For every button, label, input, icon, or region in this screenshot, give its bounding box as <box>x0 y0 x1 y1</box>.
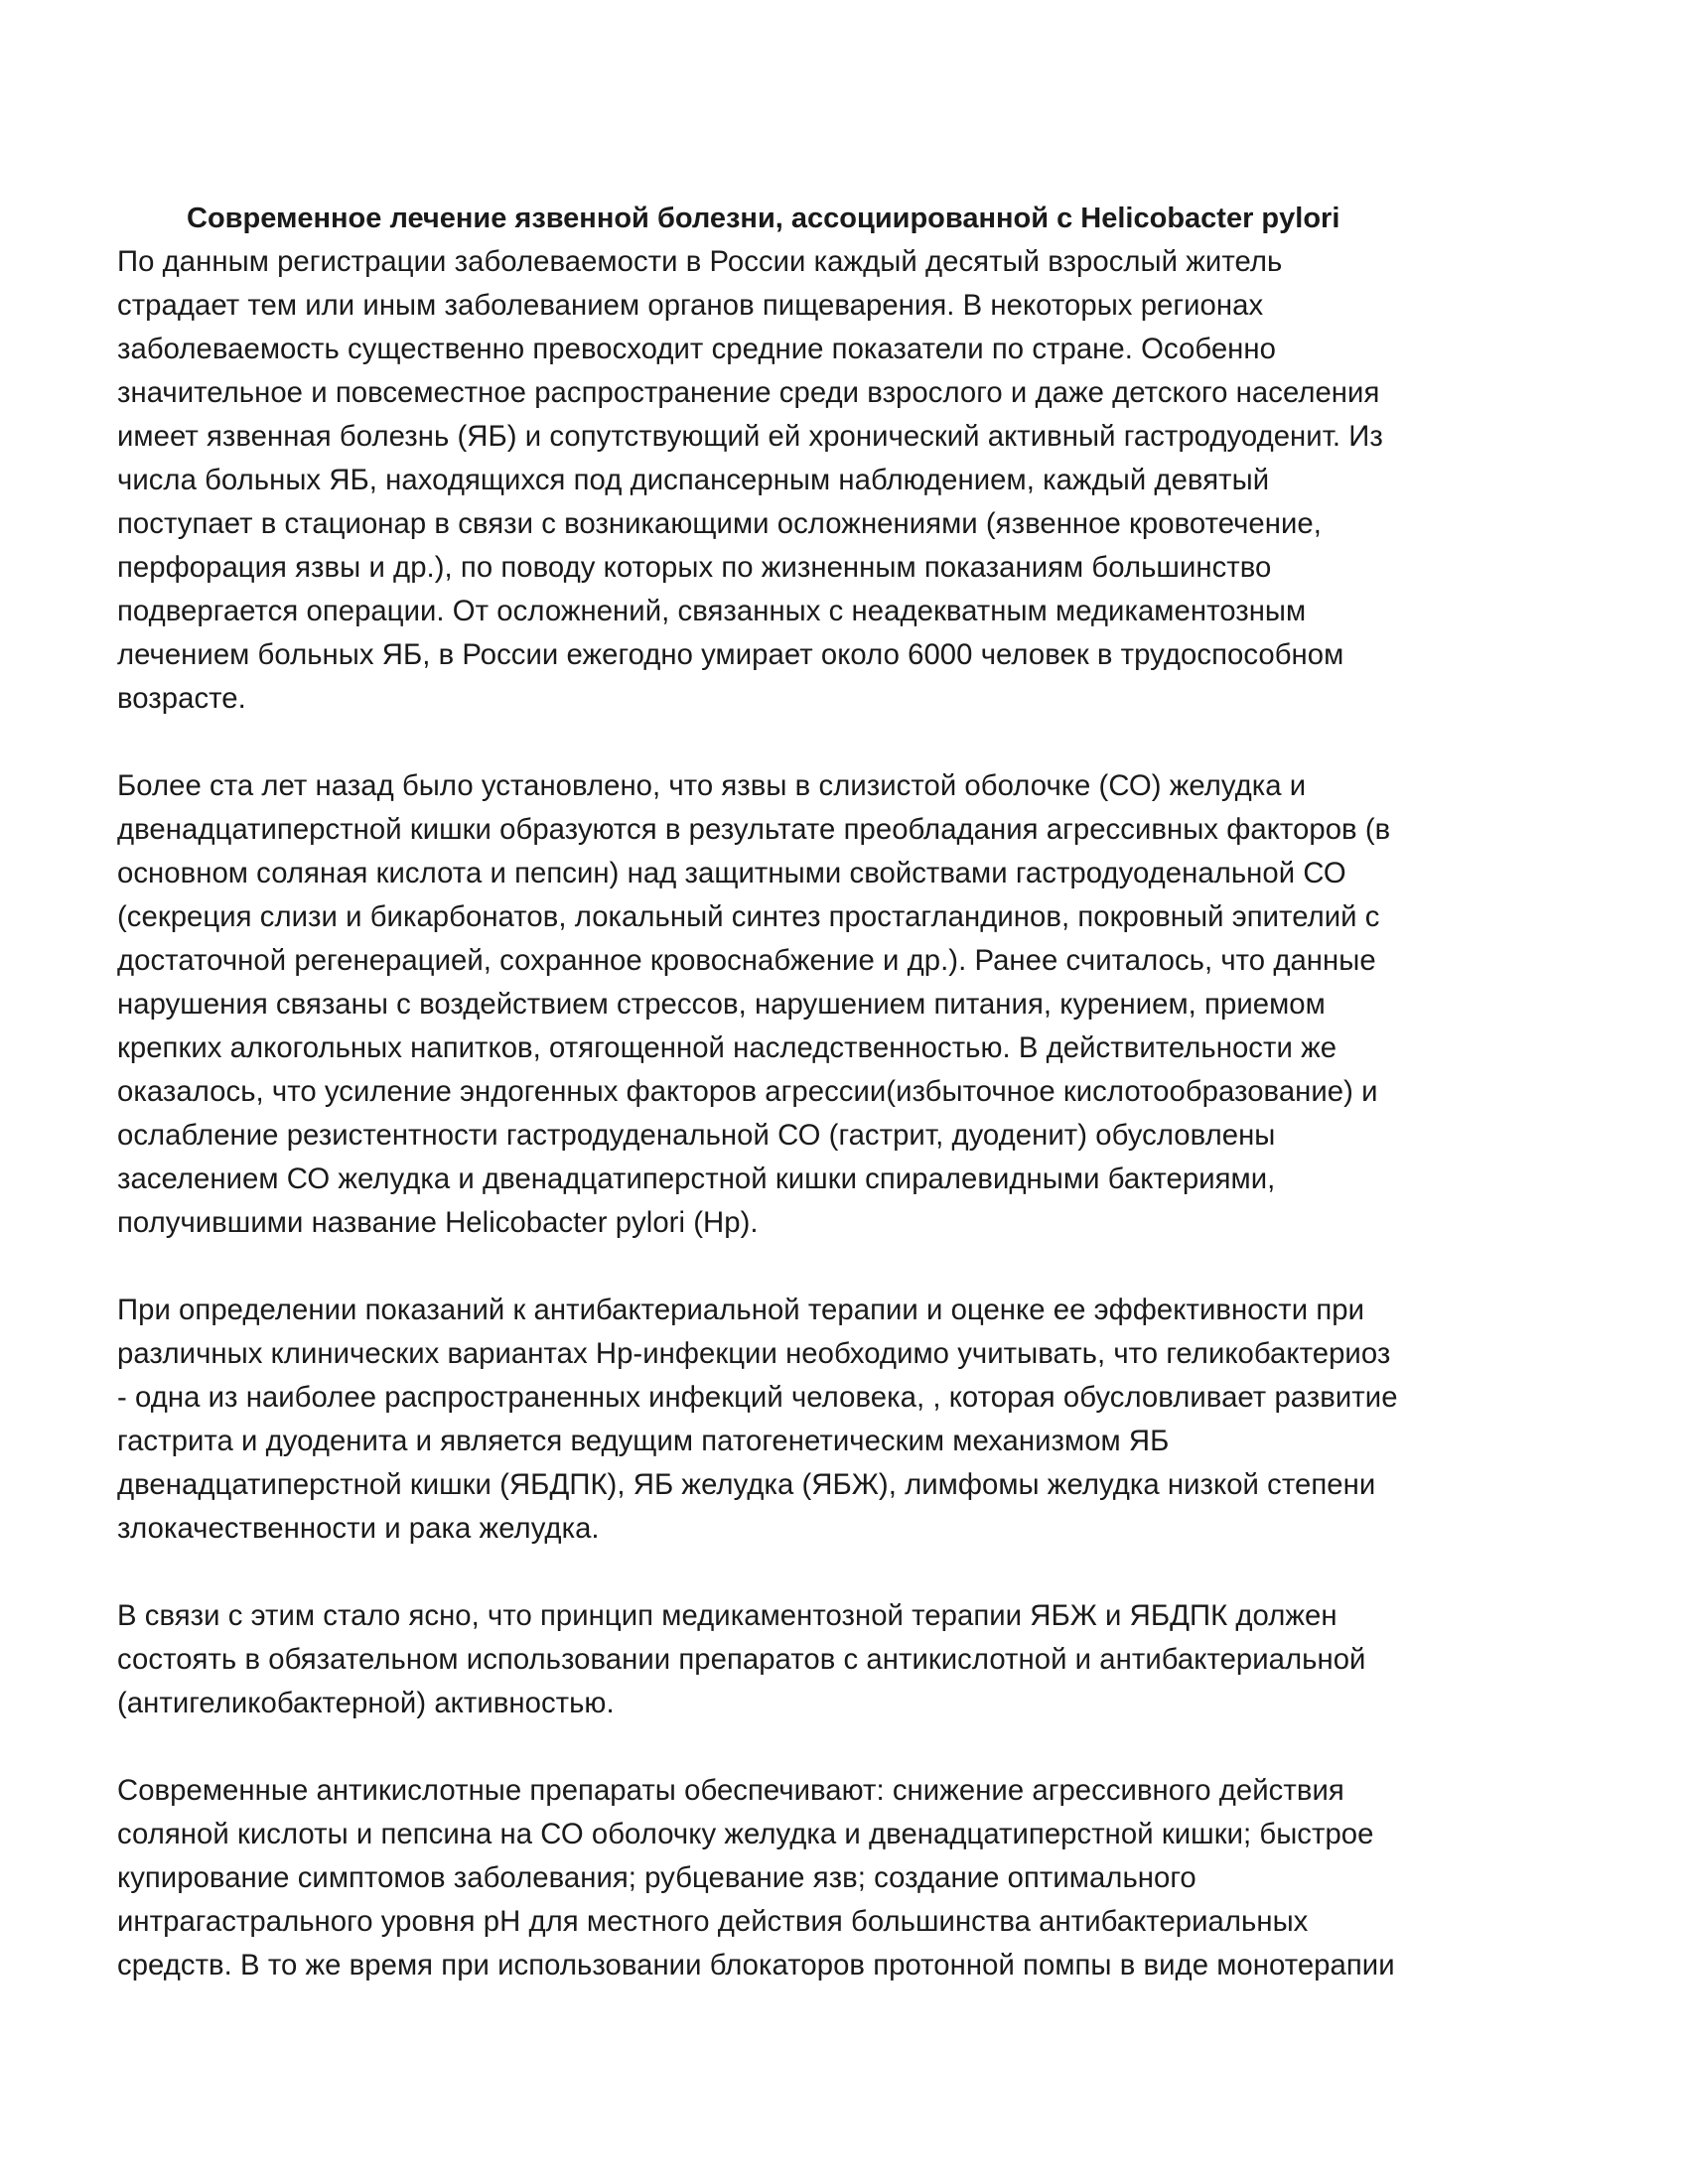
text-line: состоять в обязательном использовании препаратов с антикислотной и антибактериальной <box>117 1643 1366 1676</box>
text-line: В связи с этим стало ясно, что принцип медикаментозной терапии ЯБЖ и ЯБДПК должен <box>117 1599 1337 1632</box>
text-line: основном соляная кислота и пепсин) над защитными свойствами гастродуоденальной СО <box>117 857 1346 889</box>
text-line: (антигеликобактерной) активностью. <box>117 1687 615 1719</box>
text-line: страдает тем или иным заболеванием органов пищеварения. В некоторых регионах <box>117 289 1264 322</box>
text-line: значительное и повсеместное распространение среди взрослого и даже детского населения <box>117 376 1380 409</box>
text-line: оказалось, что усиление эндогенных факторов агрессии(избыточное кислотообразование) и <box>117 1075 1378 1108</box>
text-line: перфорация язвы и др.), по поводу которых по жизненным показаниям большинство <box>117 551 1272 584</box>
text-line: получившими название Helicobacter pylori (Hp). <box>117 1206 759 1239</box>
paragraph-1 <box>117 240 1607 721</box>
text-line: различных клинических вариантах Hp-инфекции необходимо учитывать, что геликобактериоз <box>117 1337 1391 1370</box>
text-line: купирование симптомов заболевания; рубцевание язв; создание оптимального <box>117 1861 1196 1894</box>
text-line: лечением больных ЯБ, в России ежегодно умирает около 6000 человек в трудоспособном <box>117 638 1344 671</box>
paragraph-2 <box>117 764 1607 1245</box>
text-line: подвергается операции. От осложнений, связанных с неадекватным медикаментозным <box>117 595 1307 627</box>
text-line: двенадцатиперстной кишки (ЯБДПК), ЯБ желудка (ЯБЖ), лимфомы желудка низкой степени <box>117 1468 1376 1501</box>
text-line: средств. В то же время при использовании блокаторов протонной помпы в виде монотерапии <box>117 1949 1395 1981</box>
text-line: имеет язвенная болезнь (ЯБ) и сопутствующий ей хронический активный гастродуоденит. Из <box>117 420 1383 453</box>
paragraph-5 <box>117 1769 1607 1987</box>
text-line: крепких алкогольных напитков, отягощенной наследственностью. В действительности же <box>117 1031 1337 1064</box>
text-line: ослабление резистентности гастродуденальной СО (гастрит, дуоденит) обусловлены <box>117 1119 1276 1152</box>
text-line: По данным регистрации заболеваемости в России каждый десятый взрослый житель <box>117 245 1283 278</box>
document-title: Современное лечение язвенной болезни, ассоциированной с Helicobacter pylori <box>187 203 1340 234</box>
document-page <box>117 197 1607 2031</box>
text-line: возрасте. <box>117 682 246 715</box>
text-line: интрагастрального уровня pH для местного действия большинства антибактериальных <box>117 1905 1309 1938</box>
text-line: достаточной регенерацией, сохранное кровоснабжение и др.). Ранее считалось, что данные <box>117 944 1376 977</box>
text-line: - одна из наиболее распространенных инфекций человека, , которая обусловливает развитие <box>117 1381 1398 1414</box>
text-line: заболеваемость существенно превосходит средние показатели по стране. Особенно <box>117 333 1276 365</box>
text-line: (секреция слизи и бикарбонатов, локальный синтез простагландинов, покровный эпителий с <box>117 900 1380 933</box>
text-line: заселением СО желудка и двенадцатиперстной кишки спиралевидными бактериями, <box>117 1162 1276 1195</box>
text-line: двенадцатиперстной кишки образуются в результате преобладания агрессивных факторов (в <box>117 813 1391 846</box>
text-line: При определении показаний к антибактериальной терапии и оценке ее эффективности при <box>117 1294 1364 1326</box>
text-line: поступает в стационар в связи с возникающими осложнениями (язвенное кровотечение, <box>117 507 1322 540</box>
text-line: гастрита и дуоденита и является ведущим патогенетическим механизмом ЯБ <box>117 1425 1170 1457</box>
text-line: числа больных ЯБ, находящихся под диспансерным наблюдением, каждый девятый <box>117 464 1270 496</box>
text-line: Современные антикислотные препараты обеспечивают: снижение агрессивного действия <box>117 1774 1344 1807</box>
text-line: Более ста лет назад было установлено, что язвы в слизистой оболочке (СО) желудка и <box>117 769 1307 802</box>
paragraph-3 <box>117 1289 1607 1551</box>
paragraph-4 <box>117 1594 1607 1725</box>
text-line: злокачественности и рака желудка. <box>117 1512 600 1545</box>
text-line: нарушения связаны с воздействием стрессов, нарушением питания, курением, приемом <box>117 988 1326 1021</box>
text-line: соляной кислоты и пепсина на СО оболочку желудка и двенадцатиперстной кишки; быстрое <box>117 1818 1374 1850</box>
